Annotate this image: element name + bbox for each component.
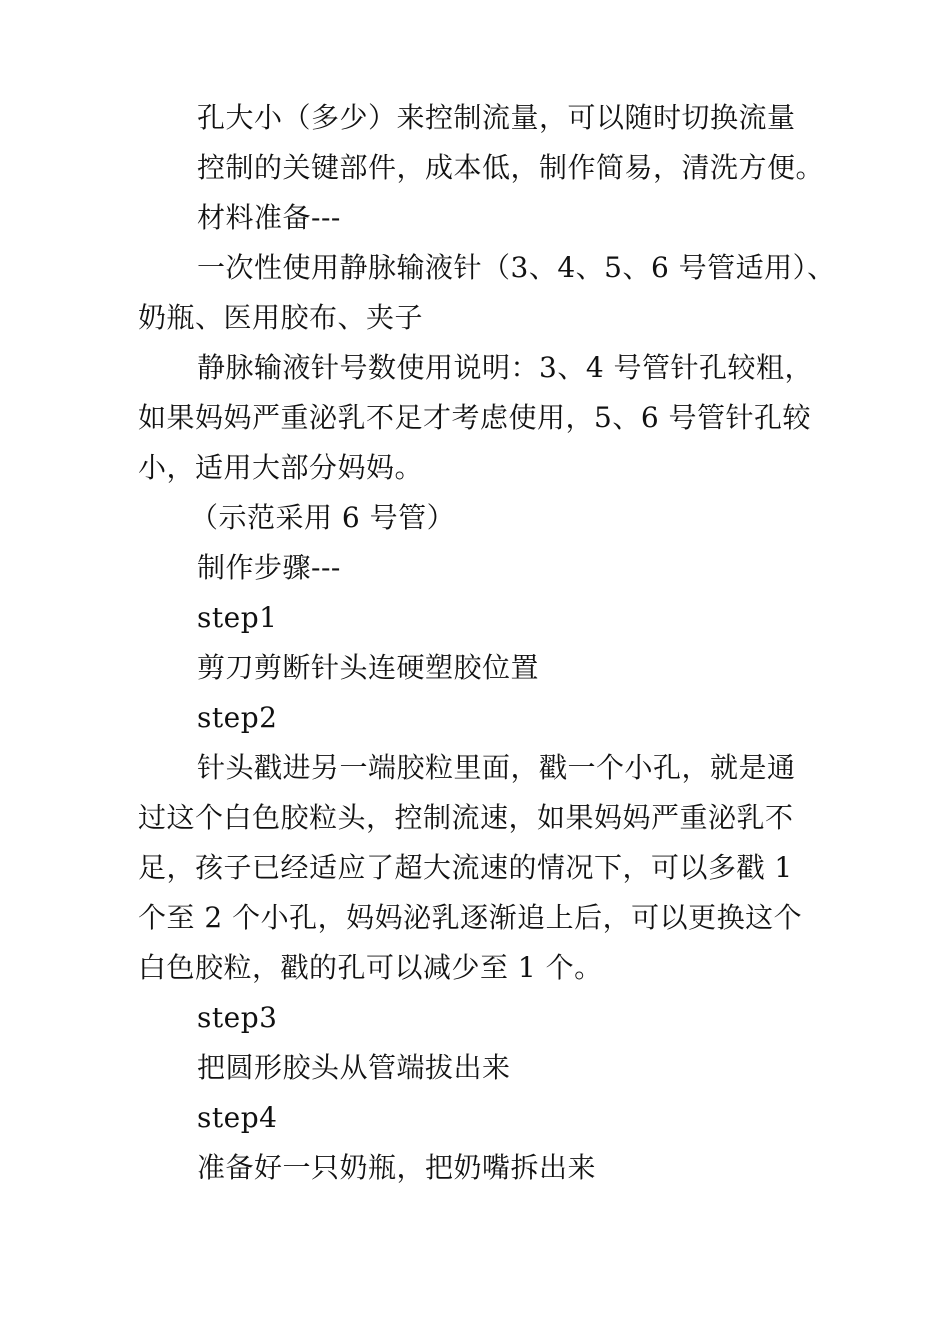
paragraph-line: 控制的关键部件，成本低，制作简易，清洗方便。: [197, 151, 825, 184]
paragraph-line: 如果妈妈严重泌乳不足才考虑使用，5、6 号管针孔较: [138, 401, 812, 434]
section-heading-materials: 材料准备---: [197, 201, 341, 234]
paragraph-line: 小，适用大部分妈妈。: [138, 451, 424, 484]
step-label: step1: [197, 601, 278, 634]
step-text: 过这个白色胶粒头，控制流速，如果妈妈严重泌乳不: [138, 801, 794, 834]
step-text: 针头戳进另一端胶粒里面，戳一个小孔，就是通: [197, 751, 796, 784]
step-text: 个至 2 个小孔，妈妈泌乳逐渐追上后，可以更换这个: [138, 901, 803, 934]
section-heading-steps: 制作步骤---: [197, 551, 341, 584]
step-text: 准备好一只奶瓶，把奶嘴拆出来: [197, 1151, 597, 1184]
note-line: （示范采用 6 号管）: [190, 501, 456, 534]
step-label: step2: [197, 701, 278, 734]
paragraph-line: 奶瓶、医用胶布、夹子: [138, 301, 424, 334]
step-text: 把圆形胶头从管端拔出来: [197, 1051, 511, 1084]
step-label: step3: [197, 1001, 278, 1034]
step-text: 白色胶粒，戳的孔可以减少至 1 个。: [138, 951, 603, 984]
paragraph-line: 孔大小（多少）来控制流量，可以随时切换流量: [197, 101, 796, 134]
paragraph-line: 静脉输液针号数使用说明：3、4 号管针孔较粗，: [197, 351, 814, 384]
step-text: 足，孩子已经适应了超大流速的情况下，可以多戳 1: [138, 851, 793, 884]
step-label: step4: [197, 1101, 278, 1134]
step-text: 剪刀剪断针头连硬塑胶位置: [197, 651, 540, 684]
paragraph-line: 一次性使用静脉输液针（3、4、5、6 号管适用）、: [197, 251, 836, 284]
